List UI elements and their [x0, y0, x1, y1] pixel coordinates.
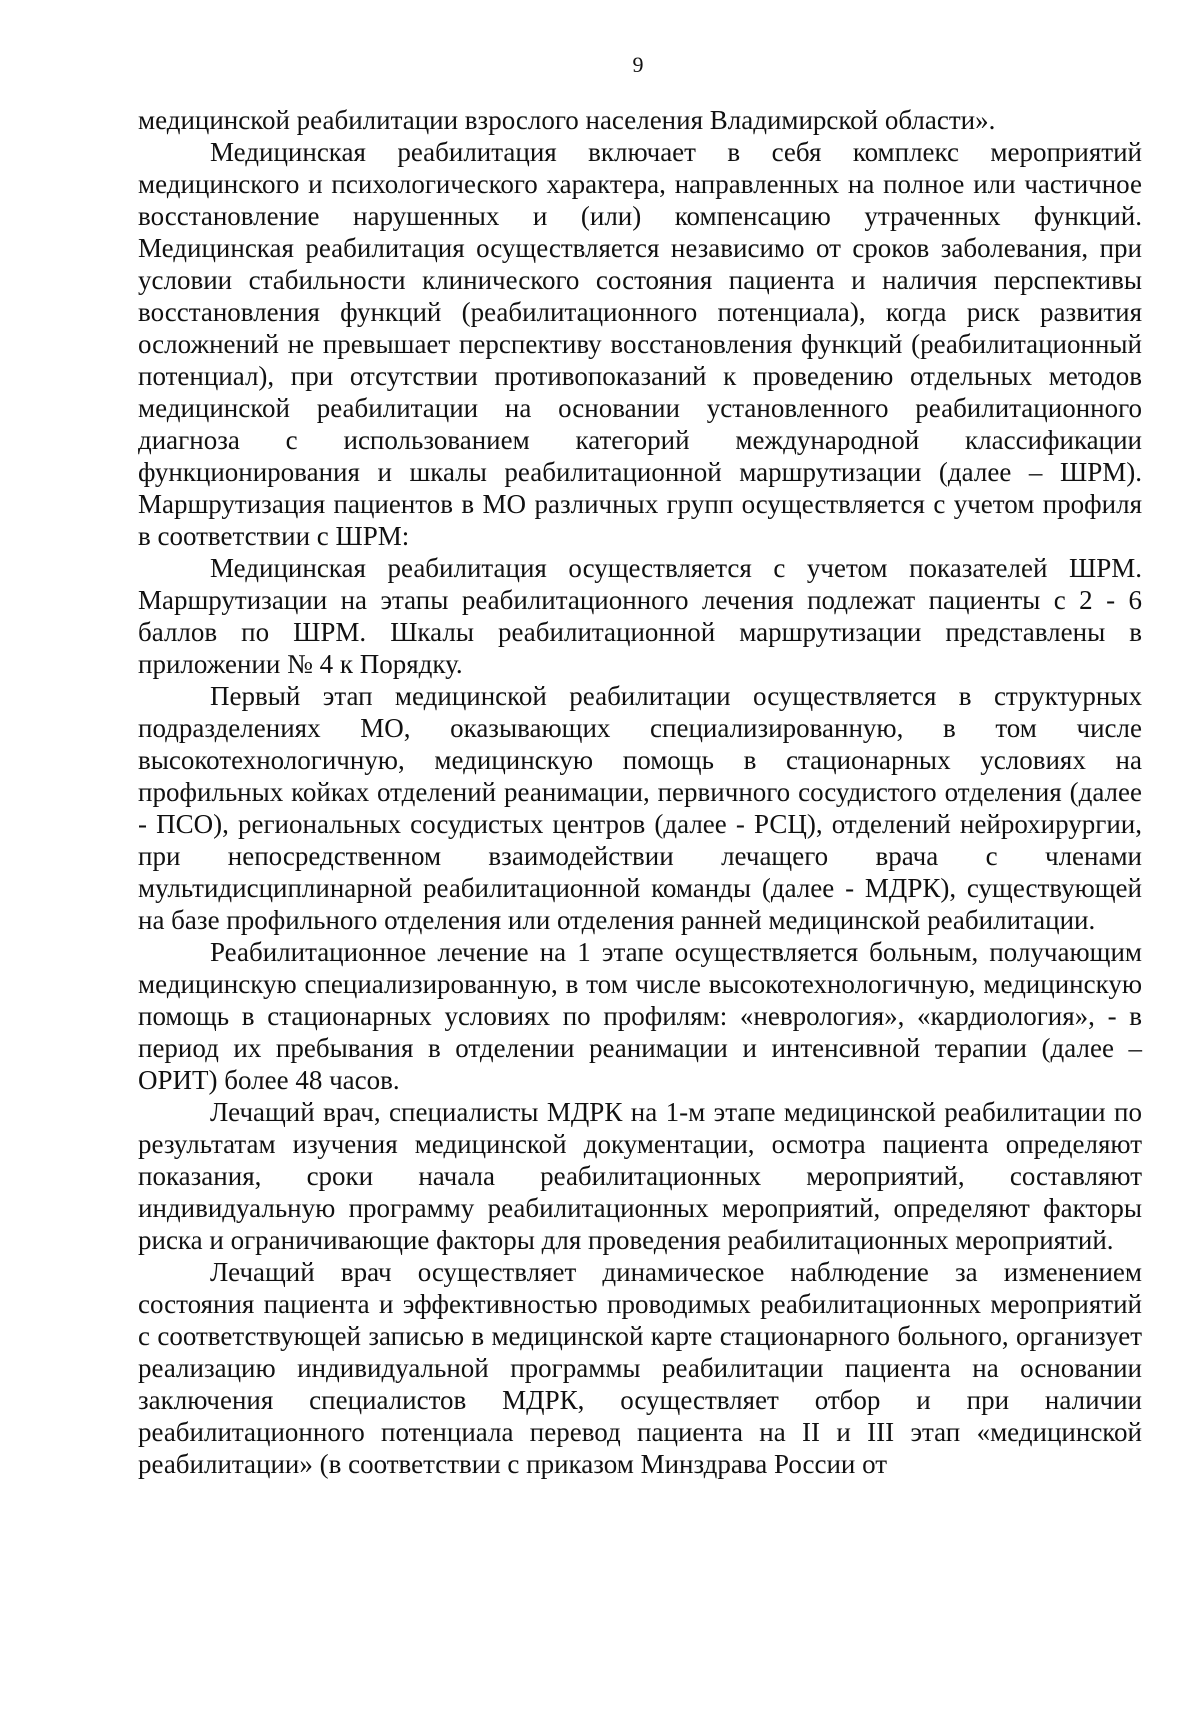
- paragraph-rehabilitation-definition: Медицинская реабилитация включает в себя комплекс мероприятий медицинского и психологического характера, направленных на полное или частичное восстановление нарушенных и (или) компенсацию утраченных функций. Медицинская реабилитация осуществляется независимо от сроков заболевания, при условии стабильности клинического состояния пациента и наличия перспективы восстановления функций (реабилитационного потенциала), когда риск развития осложнений не превышает перспективу восстановления функций (реабилитационный потенциал), при отсутствии противопоказаний к проведению отдельных методов медицинской реабилитации на основании установленного реабилитационного диагноза с использованием категорий международной классификации функционирования и шкалы реабилитационной маршрутизации (далее – ШРМ). Маршрутизация пациентов в МО различных групп осуществляется с учетом профиля в соответствии с ШРМ:: [138, 137, 1142, 551]
- paragraph-shrm-routing: Медицинская реабилитация осуществляется с учетом показателей ШРМ. Маршрутизации на этапы реабилитационного лечения подлежат пациенты с 2 - 6 баллов по ШРМ. Шкалы реабилитационной маршрутизации представлены в приложении № 4 к Порядку.: [138, 553, 1142, 679]
- page-number: 9: [632, 52, 644, 77]
- paragraph-continuation: медицинской реабилитации взрослого населения Владимирской области».: [138, 105, 996, 135]
- document-body: [138, 104, 1142, 1480]
- paragraph-first-stage-treatment: Реабилитационное лечение на 1 этапе осуществляется больным, получающим медицинскую специализированную, в том числе высокотехнологичную, медицинскую помощь в стационарных условиях по профилям: «неврология», «кардиология», - в период их пребывания в отделении реанимации и интенсивной терапии (далее – ОРИТ) более 48 часов.: [138, 937, 1142, 1095]
- paragraph-first-stage: Первый этап медицинской реабилитации осуществляется в структурных подразделениях МО, оказывающих специализированную, в том числе высокотехнологичную, медицинскую помощь в стационарных условиях на профильных койках отделений реанимации, первичного сосудистого отделения (далее - ПСО), региональных сосудистых центров (далее - РСЦ), отделений нейрохирургии, при непосредственном взаимодействии лечащего врача с членами мультидисциплинарной реабилитационной команды (далее - МДРК), существующей на базе профильного отделения или отделения ранней медицинской реабилитации.: [138, 681, 1142, 935]
- paragraph-dynamic-observation: Лечащий врач осуществляет динамическое наблюдение за изменением состояния пациента и эффективностью проводимых реабилитационных мероприятий с соответствующей записью в медицинской карте стационарного больного, организует реализацию индивидуальной программы реабилитации пациента на основании заключения специалистов МДРК, осуществляет отбор и при наличии реабилитационного потенциала перевод пациента на II и III этап «медицинской реабилитации» (в соответствии с приказом Минздрава России от: [138, 1257, 1142, 1479]
- paragraph-attending-doctor-mdrk: Лечащий врач, специалисты МДРК на 1-м этапе медицинской реабилитации по результатам изучения медицинской документации, осмотра пациента определяют показания, сроки начала реабилитационных мероприятий, составляют индивидуальную программу реабилитационных мероприятий, определяют факторы риска и ограничивающие факторы для проведения реабилитационных мероприятий.: [138, 1097, 1142, 1255]
